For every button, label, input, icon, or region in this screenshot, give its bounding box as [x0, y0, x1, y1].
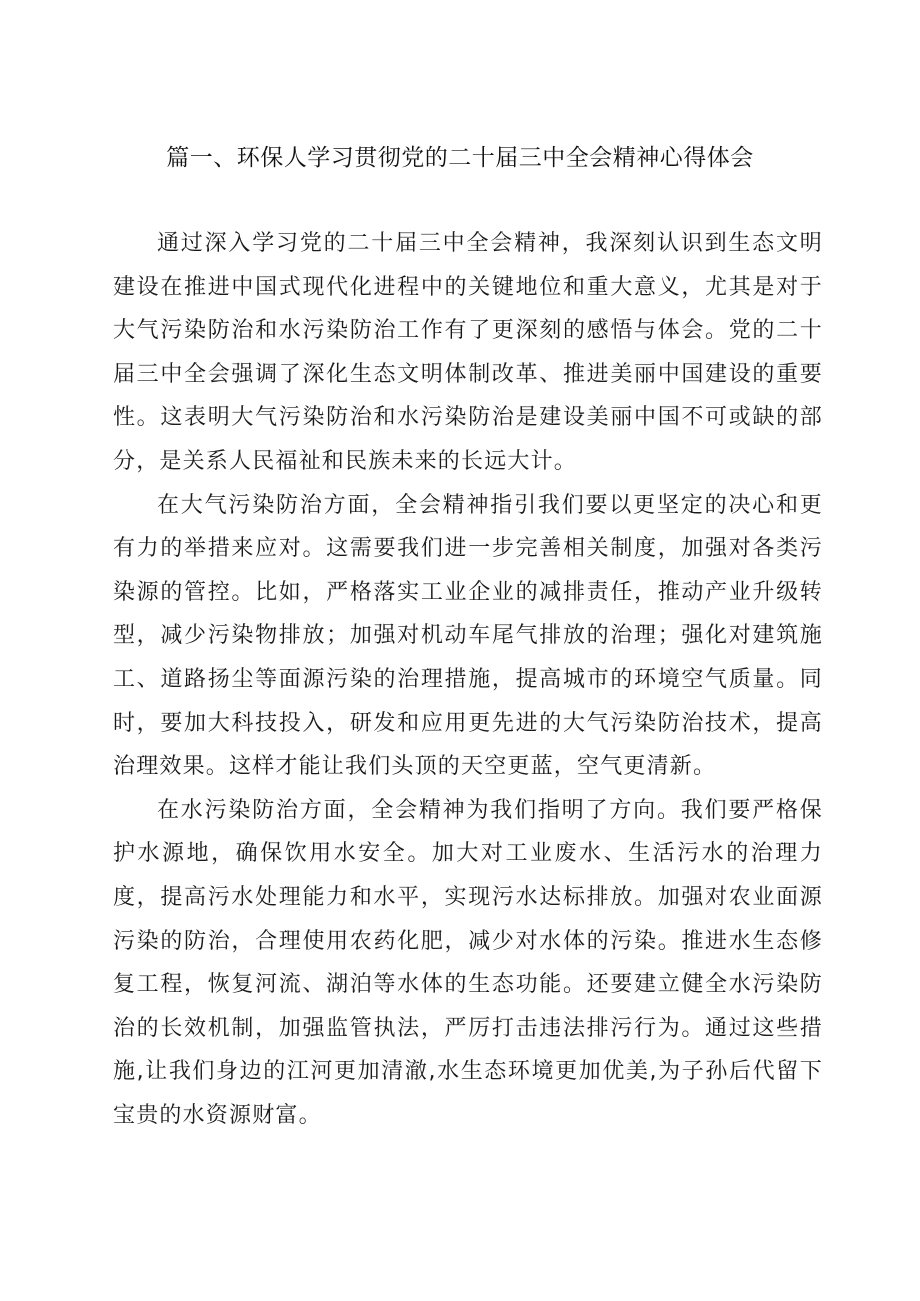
document-body: [113, 222, 823, 1137]
paragraph-3: 在水污染防治方面，全会精神为我们指明了方向。我们要严格保护水源地，确保饮用水安全。加大对工业废水、生活污水的治理力度，提高污水处理能力和水平，实现污水达标排放。加强对农业面源污染的防治，合理使用农药化肥，减少对水体的污染。推进水生态修复工程，恢复河流、湖泊等水体的生态功能。还要建立健全水污染防治的长效机制，加强监管执法，严厉打击违法排污行为。通过这些措施,让我们身边的江河更加清澈,水生态环境更加优美,为子孙后代留下宝贵的水资源财富。: [113, 797, 823, 1128]
document-title: 篇一、环保人学习贯彻党的二十届三中全会精神心得体会: [166, 145, 754, 171]
paragraph-1: 通过深入学习党的二十届三中全会精神，我深刻认识到生态文明建设在推进中国式现代化进程中的关键地位和重大意义，尤其是对于大气污染防治和水污染防治工作有了更深刻的感悟与体会。党的二十届三中全会强调了深化生态文明体制改革、推进美丽中国建设的重要性。这表明大气污染防治和水污染防治是建设美丽中国不可或缺的部分，是关系人民福祉和民族未来的长远大计。: [113, 231, 823, 474]
paragraph-2: 在大气污染防治方面，全会精神指引我们要以更坚定的决心和更有力的举措来应对。这需要我们进一步完善相关制度，加强对各类污染源的管控。比如，严格落实工业企业的减排责任，推动产业升级转型，减少污染物排放；加强对机动车尾气排放的治理；强化对建筑施工、道路扬尘等面源污染的治理措施，提高城市的环境空气质量。同时，要加大科技投入，研发和应用更先进的大气污染防治技术，提高治理效果。这样才能让我们头顶的天空更蓝，空气更清新。: [113, 492, 823, 780]
